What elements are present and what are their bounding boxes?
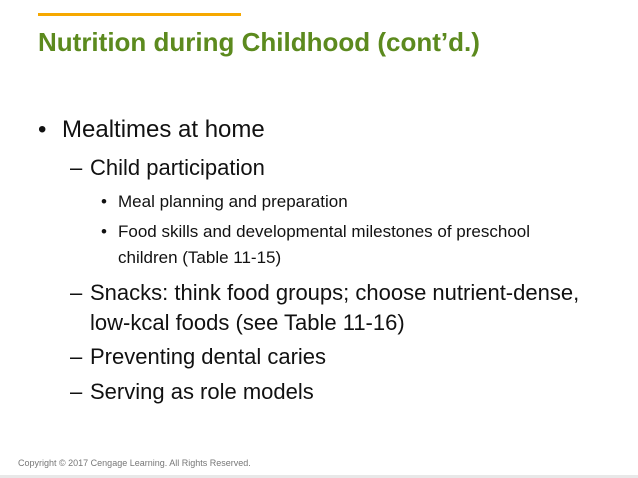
title-accent-rule (38, 13, 241, 16)
subbullet-role-models (70, 377, 590, 407)
slide-title: Nutrition during Childhood (cont’d.) (38, 27, 480, 57)
subsubbullet-text: Food skills and developmental milestones of preschool children (Table 11-15) (118, 222, 531, 267)
dash-marker: – (70, 379, 83, 404)
copyright-notice: Copyright © 2017 Cengage Learning. All Rights Reserved. (18, 458, 251, 468)
subbullet-snacks (70, 278, 590, 338)
subbullet-child-participation (70, 153, 590, 183)
subbullet-text: Serving as role models (90, 379, 314, 404)
bullet-marker: • (38, 116, 47, 143)
bullet-marker: • (101, 192, 107, 211)
subbullet-text: Snacks: think food groups; choose nutrient-dense, low-kcal foods (see Table 11-16) (90, 280, 580, 335)
subsubbullet-text: Meal planning and preparation (118, 192, 348, 211)
dash-marker: – (70, 344, 83, 369)
subbullet-text: Child participation (90, 155, 265, 180)
subbullet-text: Preventing dental caries (90, 344, 327, 369)
bullet-marker: • (101, 222, 107, 241)
dash-marker: – (70, 280, 83, 305)
bullet-mealtimes (38, 115, 598, 145)
subsubbullet-meal-planning (101, 189, 551, 215)
subsubbullet-food-skills (101, 219, 551, 271)
subbullet-dental-caries (70, 342, 590, 372)
bullet-text: Mealtimes at home (62, 116, 265, 143)
dash-marker: – (70, 155, 83, 180)
